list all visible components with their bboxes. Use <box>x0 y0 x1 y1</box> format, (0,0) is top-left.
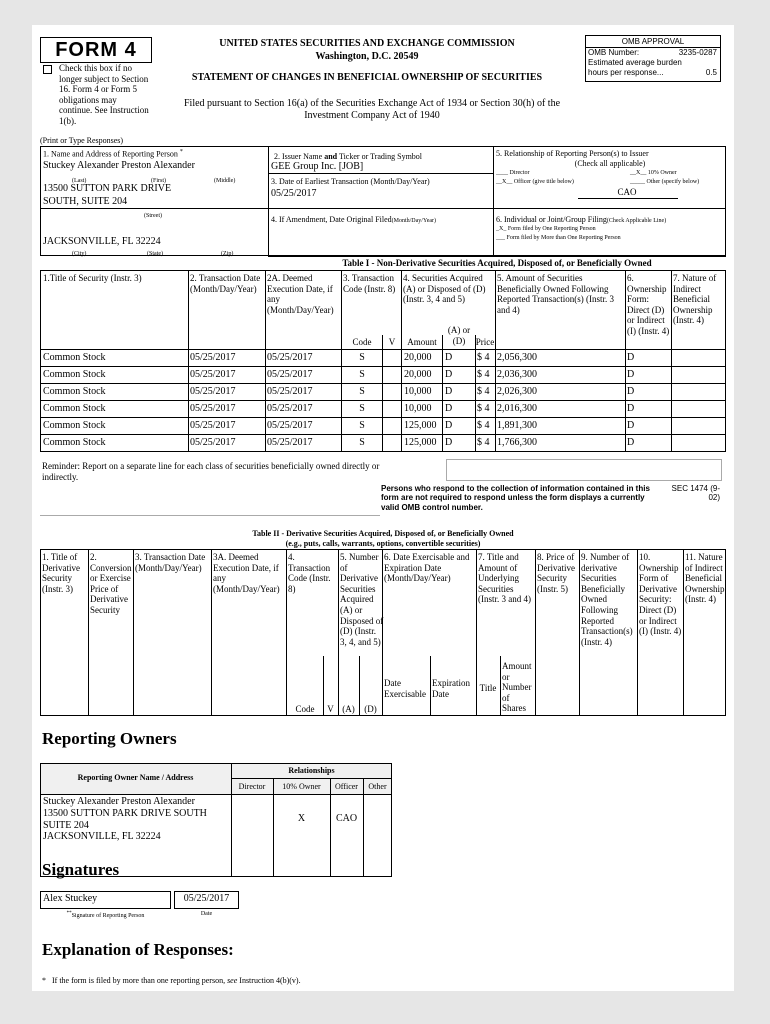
t2-amount-header: Amount or Number of Shares <box>502 661 532 714</box>
t1-cell-code: S <box>359 352 365 363</box>
t1-cell-form: D <box>627 420 635 431</box>
reporting-person-address-2: SOUTH, SUITE 204 <box>43 196 128 207</box>
t1-cell-code: S <box>359 403 365 414</box>
print-type-note: (Print or Type Responses) <box>40 136 124 145</box>
t1-cell-security: Common Stock <box>43 352 106 363</box>
t1-cell-form: D <box>627 369 635 380</box>
earliest-date: 05/25/2017 <box>271 188 317 199</box>
reporting-person-city: JACKSONVILLE, FL 32224 <box>43 236 161 247</box>
t1-cell-price: $ 4 <box>477 386 490 397</box>
t1-col2a-header: 2A. Deemed Execution Date, if any (Month/Day/Year) <box>267 273 334 315</box>
checkbox-note: Check this box if no longer subject to Section 16. Form 4 or Form 5 obligations may continue. See Instruction 1(b). <box>59 63 149 127</box>
reporting-person-label: 1. Name and Address of Reporting Person * <box>43 149 183 159</box>
omb-title: OMB APPROVAL <box>586 36 720 48</box>
t1-cell-amount: 125,000 <box>404 437 437 448</box>
t2-d-header: (D) <box>364 704 377 714</box>
t1-col2-header: 2. Transaction Date (Month/Day/Year) <box>190 273 261 294</box>
t1-cell-deemed: 05/25/2017 <box>267 437 313 448</box>
sec-form-number: SEC 1474 (9-02) <box>671 484 720 503</box>
t1-cell-price: $ 4 <box>477 437 490 448</box>
t1-cell-ad: D <box>445 369 453 380</box>
zip-caption: (Zip) <box>221 251 234 257</box>
t1-aord-header: (A) or (D) <box>447 325 471 346</box>
t2-col3-header: 3. Transaction Date (Month/Day/Year) <box>135 552 206 573</box>
t2-col10-header: 10. Ownership Form of Derivative Security: Direct (D) or Indirect (I) (Instr. 4) <box>639 552 682 637</box>
t2-v-header: V <box>327 704 334 714</box>
officer-title: CAO <box>617 187 637 197</box>
t1-cell-ad: D <box>445 420 453 431</box>
t1-v-header: V <box>388 337 396 347</box>
omb-burden-line-1: Estimated average burden <box>588 58 682 67</box>
issuer-label: 2. Issuer Name and Ticker or Trading Symbol <box>274 152 423 161</box>
other-option: _____ Other (specify below) <box>630 179 700 185</box>
t1-cell-amount: 20,000 <box>404 369 432 380</box>
joint-filing-label: 6. Individual or Joint/Group Filing(Check Applicable Line) <box>496 215 667 224</box>
reporting-owners-heading: Reporting Owners <box>42 729 177 748</box>
city-caption: (City) <box>72 251 87 257</box>
t1-cell-amount: 10,000 <box>404 403 432 414</box>
omb-notice-text: Persons who respond to the collection of information contained in this form are not required to respond unless the form displays a currently valid OMB control number. <box>381 484 650 512</box>
t1-col1-header: 1.Title of Security (Instr. 3) <box>43 273 142 283</box>
omb-burden-line-2: hours per response... <box>588 68 664 77</box>
t2-col6-header: 6. Date Exercisable and Expiration Date (Month/Day/Year) <box>384 552 470 584</box>
owner-name-address: Stuckey Alexander Preston Alexander 13500 SUTTON PARK DRIVE SOUTH SUITE 204 JACKSONVILLE, FL 32224 <box>43 796 207 843</box>
t1-cell-ad: D <box>445 437 453 448</box>
reminder-box <box>446 459 722 481</box>
other-header: Other <box>368 782 387 791</box>
relationship-label: 5. Relationship of Reporting Person(s) to Issuer <box>496 149 649 158</box>
last-caption: (Last) <box>72 178 87 184</box>
table1-title: Table I - Non-Derivative Securities Acquired, Disposed of, or Beneficially Owned <box>342 258 652 268</box>
t1-cell-price: $ 4 <box>477 352 490 363</box>
signatures-heading: Signatures <box>42 860 120 879</box>
t1-cell-date: 05/25/2017 <box>190 420 236 431</box>
earliest-date-label: 3. Date of Earliest Transaction (Month/Day/Year) <box>271 177 430 186</box>
omb-number: 3235-0287 <box>678 48 717 57</box>
date-caption: Date <box>200 911 213 917</box>
reporting-person-address-1: 13500 SUTTON PARK DRIVE <box>43 183 172 194</box>
t2-col11-header: 11. Nature of Indirect Beneficial Ownership (Instr. 4) <box>685 552 725 605</box>
t1-col6-header: 6. Ownership Form: Direct (D) or Indirect (I) (Instr. 4) <box>627 273 670 337</box>
relationship-check-note: (Check all applicable) <box>574 159 646 168</box>
t1-col7-header: 7. Nature of Indirect Beneficial Ownership (Instr. 4) <box>673 273 717 326</box>
t1-cell-security: Common Stock <box>43 420 106 431</box>
no-longer-subject-checkbox[interactable] <box>43 65 52 74</box>
form-title: FORM 4 <box>40 37 152 63</box>
joint-filing-line-1: _X_ Form filed by One Reporting Person <box>496 226 596 232</box>
t2-col3a-header: 3A. Deemed Execution Date, if any (Month/Day/Year) <box>213 552 280 594</box>
t1-cell-code: S <box>359 369 365 380</box>
relationships-header: Relationships <box>288 766 335 775</box>
t1-cell-deemed: 05/25/2017 <box>267 369 313 380</box>
t1-cell-ad: D <box>445 352 453 363</box>
t1-cell-date: 05/25/2017 <box>190 352 236 363</box>
t1-cell-date: 05/25/2017 <box>190 403 236 414</box>
t1-cell-code: S <box>359 437 365 448</box>
reporting-person-name: Stuckey Alexander Preston Alexander <box>43 160 195 171</box>
omb-number-label: OMB Number: <box>588 48 640 57</box>
ten-percent-owner-option: __X__ 10% Owner <box>630 170 677 176</box>
table2-title: Table II - Derivative Securities Acquired, Disposed of, or Beneficially Owned <box>252 529 514 538</box>
t1-cell-security: Common Stock <box>43 386 106 397</box>
t1-cell-owned: 2,036,300 <box>497 369 537 380</box>
t1-cell-owned: 1,891,300 <box>497 420 537 431</box>
t1-cell-price: $ 4 <box>477 403 490 414</box>
t1-cell-form: D <box>627 403 635 414</box>
amendment-label: 4. If Amendment, Date Original Filed(Month/Day/Year) <box>271 215 437 224</box>
statement-title: STATEMENT OF CHANGES IN BENEFICIAL OWNERSHIP OF SECURITIES <box>191 72 543 83</box>
t1-cell-amount: 10,000 <box>404 386 432 397</box>
t1-cell-security: Common Stock <box>43 369 106 380</box>
director-option: ____ Director <box>496 170 530 176</box>
t1-cell-security: Common Stock <box>43 437 106 448</box>
t1-cell-code: S <box>359 420 365 431</box>
t1-cell-date: 05/25/2017 <box>190 369 236 380</box>
table2-subtitle: (e.g., puts, calls, warrants, options, convertible securities) <box>285 539 481 548</box>
t1-cell-security: Common Stock <box>43 403 106 414</box>
reminder-text: Reminder: Report on a separate line for each class of securities beneficially owned directly or indirectly. <box>42 461 380 482</box>
t2-title-header: Title <box>479 683 497 693</box>
t2-col4-header: 4. Transaction Code (Instr. 8) <box>288 552 331 594</box>
agency-location: Washington, D.C. 20549 <box>315 51 419 62</box>
owner-officer-value: CAO <box>335 813 358 824</box>
t2-col1-header: 1. Title of Derivative Security (Instr. 3) <box>42 552 80 594</box>
t2-a-header: (A) <box>342 704 355 714</box>
t1-cell-form: D <box>627 386 635 397</box>
ten-percent-header: 10% Owner <box>282 782 321 791</box>
signature-name: Alex Stuckey <box>43 893 98 904</box>
t1-col4-header: 4. Securities Acquired (A) or Disposed of (D) (Instr. 3, 4 and 5) <box>403 273 486 305</box>
t1-cell-price: $ 4 <box>477 369 490 380</box>
t1-col3-header: 3. Transaction Code (Instr. 8) <box>343 273 396 294</box>
middle-caption: (Middle) <box>214 178 236 184</box>
t1-code-header: Code <box>352 337 372 347</box>
t1-cell-date: 05/25/2017 <box>190 437 236 448</box>
t2-col8-header: 8. Price of Derivative Security (Instr. 5) <box>537 552 575 594</box>
t1-cell-owned: 2,016,300 <box>497 403 537 414</box>
t1-cell-deemed: 05/25/2017 <box>267 403 313 414</box>
t1-cell-deemed: 05/25/2017 <box>267 420 313 431</box>
t1-cell-deemed: 05/25/2017 <box>267 386 313 397</box>
officer-header: Officer <box>335 782 358 791</box>
first-caption: (First) <box>151 178 166 184</box>
signature-date: 05/25/2017 <box>183 893 230 904</box>
omb-approval-box <box>585 35 721 82</box>
filed-pursuant-line-1: Filed pursuant to Section 16(a) of the Securities Exchange Act of 1934 or Section 30(h) of the <box>183 98 561 109</box>
t1-cell-amount: 125,000 <box>404 420 437 431</box>
omb-burden-value: 0.5 <box>705 68 717 77</box>
t2-code-header: Code <box>295 704 315 714</box>
t1-col5-header: 5. Amount of Securities Beneficially Owned Following Reported Transaction(s) (Instr. 3 and 4) <box>497 273 614 315</box>
t1-cell-form: D <box>627 437 635 448</box>
t2-col7-header: 7. Title and Amount of Underlying Securities (Instr. 3 and 4) <box>478 552 531 605</box>
joint-filing-line-2: ___ Form filed by More than One Reporting Person <box>496 235 621 241</box>
street-caption: (Street) <box>144 213 162 219</box>
agency-name: UNITED STATES SECURITIES AND EXCHANGE COMMISSION <box>219 38 515 49</box>
director-header: Director <box>238 782 266 791</box>
t2-col9-header: 9. Number of derivative Securities Beneficially Owned Following Reported Transaction(s) (Instr. 4) <box>581 552 633 647</box>
officer-option: __X__ Officer (give title below) <box>496 179 574 185</box>
state-caption: (State) <box>147 251 163 257</box>
t1-cell-owned: 2,056,300 <box>497 352 537 363</box>
t1-cell-form: D <box>627 352 635 363</box>
explanation-heading: Explanation of Responses: <box>42 940 234 959</box>
owner-ten-percent-value: X <box>297 813 306 824</box>
t1-price-header: Price <box>475 337 495 347</box>
t1-cell-owned: 1,766,300 <box>497 437 537 448</box>
form-page <box>32 25 734 991</box>
t1-cell-owned: 2,026,300 <box>497 386 537 397</box>
t2-col2-header: 2. Conversion or Exercise Price of Derivative Security <box>90 552 132 616</box>
t1-amount-header: Amount <box>407 337 437 347</box>
filed-pursuant-line-2: Investment Company Act of 1940 <box>304 110 440 121</box>
t1-cell-deemed: 05/25/2017 <box>267 352 313 363</box>
t1-cell-price: $ 4 <box>477 420 490 431</box>
signature-caption: **Signature of Reporting Person <box>66 911 145 919</box>
t1-cell-ad: D <box>445 386 453 397</box>
explanation-note: * If the form is filed by more than one reporting person, see Instruction 4(b)(v). <box>42 976 301 985</box>
t2-col5-header: 5. Number of Derivative Securities Acquired (A) or Disposed of (D) (Instr. 3, 4, and 5) <box>340 552 384 647</box>
t1-cell-date: 05/25/2017 <box>190 386 236 397</box>
t1-cell-ad: D <box>445 403 453 414</box>
owner-name-header: Reporting Owner Name / Address <box>77 773 194 782</box>
t1-cell-amount: 20,000 <box>404 352 432 363</box>
issuer-name: GEE Group Inc. [JOB] <box>271 161 364 172</box>
t2-expiration-header: Expiration Date <box>432 678 470 699</box>
t2-date-exercisable-header: Date Exercisable <box>384 678 426 699</box>
t1-cell-code: S <box>359 386 365 397</box>
